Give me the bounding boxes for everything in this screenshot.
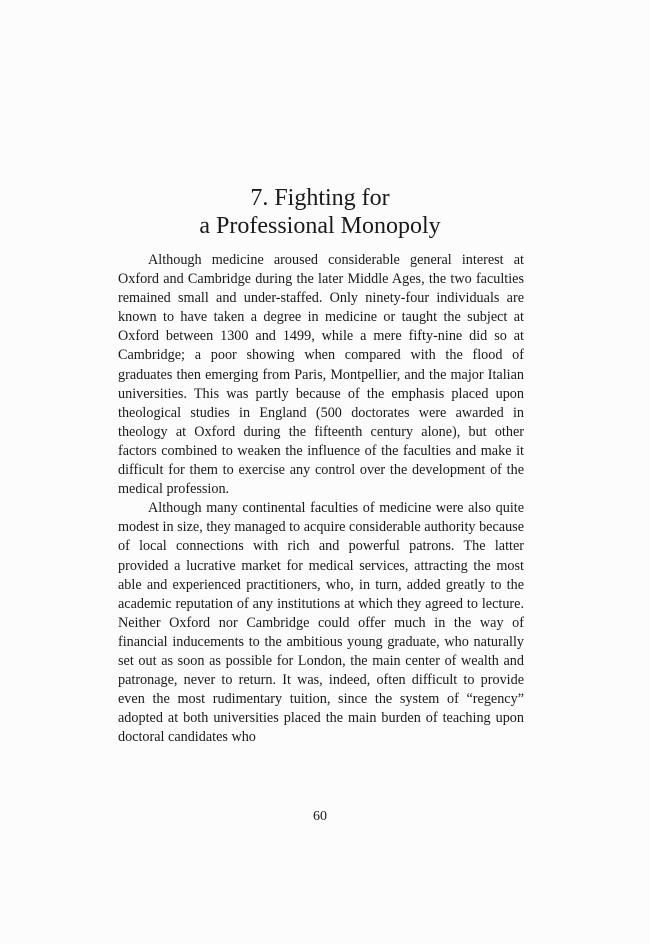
- paragraph-1: Although medicine aroused considerable general interest at Oxford and Cambridge during the later Middle Ages, the two faculties remained small and under-staffed. Only ninety-four individuals are known to have taken a degree in medicine or taught the subject at Oxford between 1300 and 1499, while a mere fifty-nine did so at Cambridge; a poor showing when compared with the flood of graduates then emerging from Paris, Montpellier, and the major Italian universities. This was partly because of the emphasis placed upon theological studies in England (500 doctorates were awarded in theology at Oxford during the fifteenth century alone), but other factors combined to weaken the influence of the faculties and make it difficult for them to exercise any control over the development of the medical profession.: [118, 252, 524, 498]
- paragraph-2: Although many continental faculties of medicine were also quite modest in size, they managed to acquire considerable authority because of local connections with rich and powerful patrons. The latter provided a lucrative market for medical services, attracting the most able and experienced practitioners, who, in turn, added greatly to the academic reputation of any institutions at which they agreed to lecture. Neither Oxford nor Cambridge could offer much in the way of financial inducements to the ambitious young graduate, who naturally set out as soon as possible for London, the main center of wealth and patronage, never to return. It was, indeed, often difficult to provide even the most rudimentary tuition, since the system of “regency” adopted at both universities placed the main burden of teaching upon doctoral candidates who: [118, 500, 524, 746]
- page-number: 60: [313, 809, 327, 824]
- chapter-title: [0, 184, 640, 240]
- chapter-title-line-2: a Professional Monopoly: [199, 213, 441, 239]
- body-text: [118, 251, 524, 747]
- chapter-title-line-1: 7. Fighting for: [250, 185, 390, 211]
